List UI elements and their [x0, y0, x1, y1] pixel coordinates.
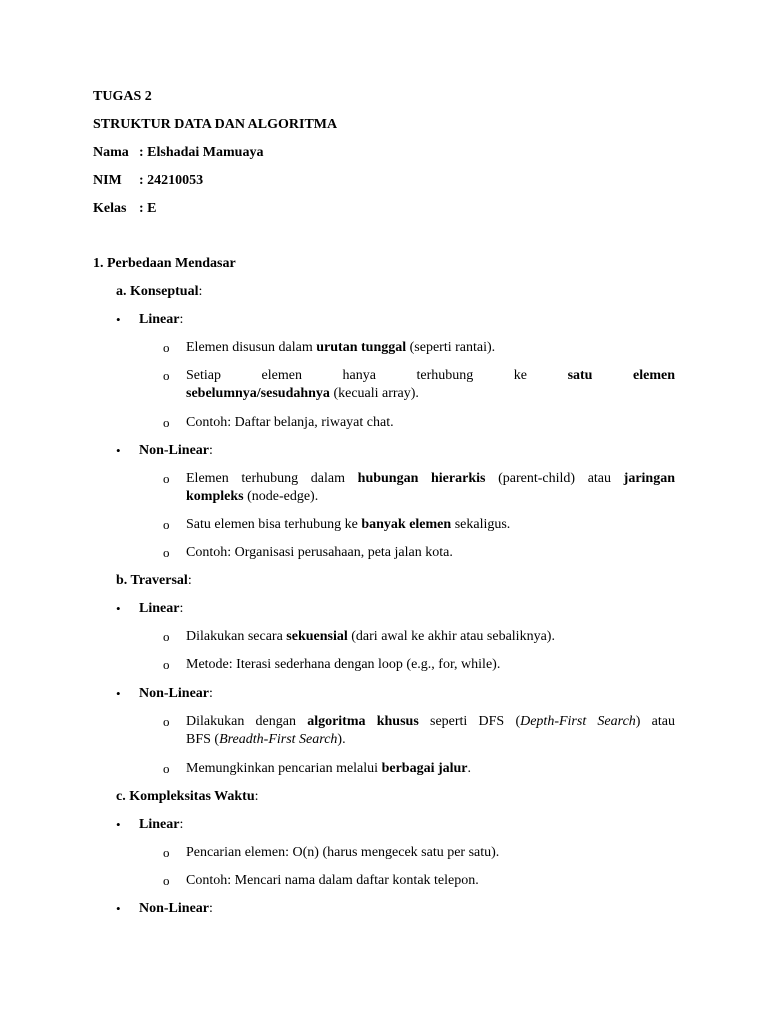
bullet-icon: • [116, 686, 121, 701]
list-item-continuation: sebelumnya/sesudahnya (kecuali array). [186, 386, 419, 401]
nonlinear-label-c: Non-Linear: [139, 901, 213, 916]
list-item: Contoh: Organisasi perusahaan, peta jalan kota. [186, 545, 453, 560]
bullet-icon: • [116, 817, 121, 832]
list-item: Satu elemen bisa terhubung ke banyak elemen sekaligus. [186, 517, 511, 532]
sub-bullet-icon: o [163, 415, 170, 430]
bullet-icon: • [116, 312, 121, 327]
sub-bullet-icon: o [163, 714, 170, 729]
nonlinear-label-b: Non-Linear: [139, 686, 213, 701]
name-value: : Elshadai Mamuaya [139, 145, 264, 160]
doc-title: TUGAS 2 [93, 89, 152, 104]
sub-bullet-icon: o [163, 629, 170, 644]
nonlinear-label-a: Non-Linear: [139, 443, 213, 458]
sub-bullet-icon: o [163, 657, 170, 672]
list-item-continuation: BFS (Breadth-First Search). [186, 732, 346, 747]
list-item: Contoh: Mencari nama dalam daftar kontak telepon. [186, 873, 479, 888]
linear-label-a: Linear: [139, 312, 184, 327]
section-heading: 1. Perbedaan Mendasar [93, 256, 236, 271]
class-label: Kelas [93, 201, 127, 216]
nim-value: : 24210053 [139, 173, 204, 188]
list-item: Metode: Iterasi sederhana dengan loop (e.g., for, while). [186, 657, 501, 672]
linear-label-b: Linear: [139, 601, 184, 616]
list-item: Pencarian elemen: O(n) (harus mengecek satu per satu). [186, 845, 500, 860]
list-item: Setiap elemen hanya terhubung ke satu elemen [186, 368, 675, 383]
bullet-icon: • [116, 601, 121, 616]
sub-bullet-icon: o [163, 471, 170, 486]
course-title: STRUKTUR DATA DAN ALGORITMA [93, 117, 338, 132]
subsection-heading-c: c. Kompleksitas Waktu: [116, 789, 259, 804]
class-value: : E [139, 201, 157, 216]
list-item: Elemen disusun dalam urutan tunggal (seperti rantai). [186, 340, 496, 355]
list-item-continuation: kompleks (node-edge). [186, 489, 319, 504]
nim-label: NIM [93, 173, 122, 188]
sub-bullet-icon: o [163, 545, 170, 560]
subsection-heading-b: b. Traversal: [116, 573, 192, 588]
sub-bullet-icon: o [163, 873, 170, 888]
list-item: Contoh: Daftar belanja, riwayat chat. [186, 415, 394, 430]
bullet-icon: • [116, 443, 121, 458]
name-label: Nama [93, 145, 129, 160]
linear-label-c: Linear: [139, 817, 184, 832]
sub-bullet-icon: o [163, 368, 170, 383]
list-item: Dilakukan dengan algoritma khusus seperti DFS (Depth-First Search) atau [186, 714, 675, 729]
list-item: Dilakukan secara sekuensial (dari awal ke akhir atau sebaliknya). [186, 629, 555, 644]
sub-bullet-icon: o [163, 761, 170, 776]
sub-bullet-icon: o [163, 517, 170, 532]
list-item: Memungkinkan pencarian melalui berbagai jalur. [186, 761, 472, 776]
sub-bullet-icon: o [163, 845, 170, 860]
subsection-heading-a: a. Konseptual: [116, 284, 203, 299]
bullet-icon: • [116, 901, 121, 916]
sub-bullet-icon: o [163, 340, 170, 355]
list-item: Elemen terhubung dalam hubungan hierarkis (parent-child) atau jaringan [186, 471, 675, 486]
